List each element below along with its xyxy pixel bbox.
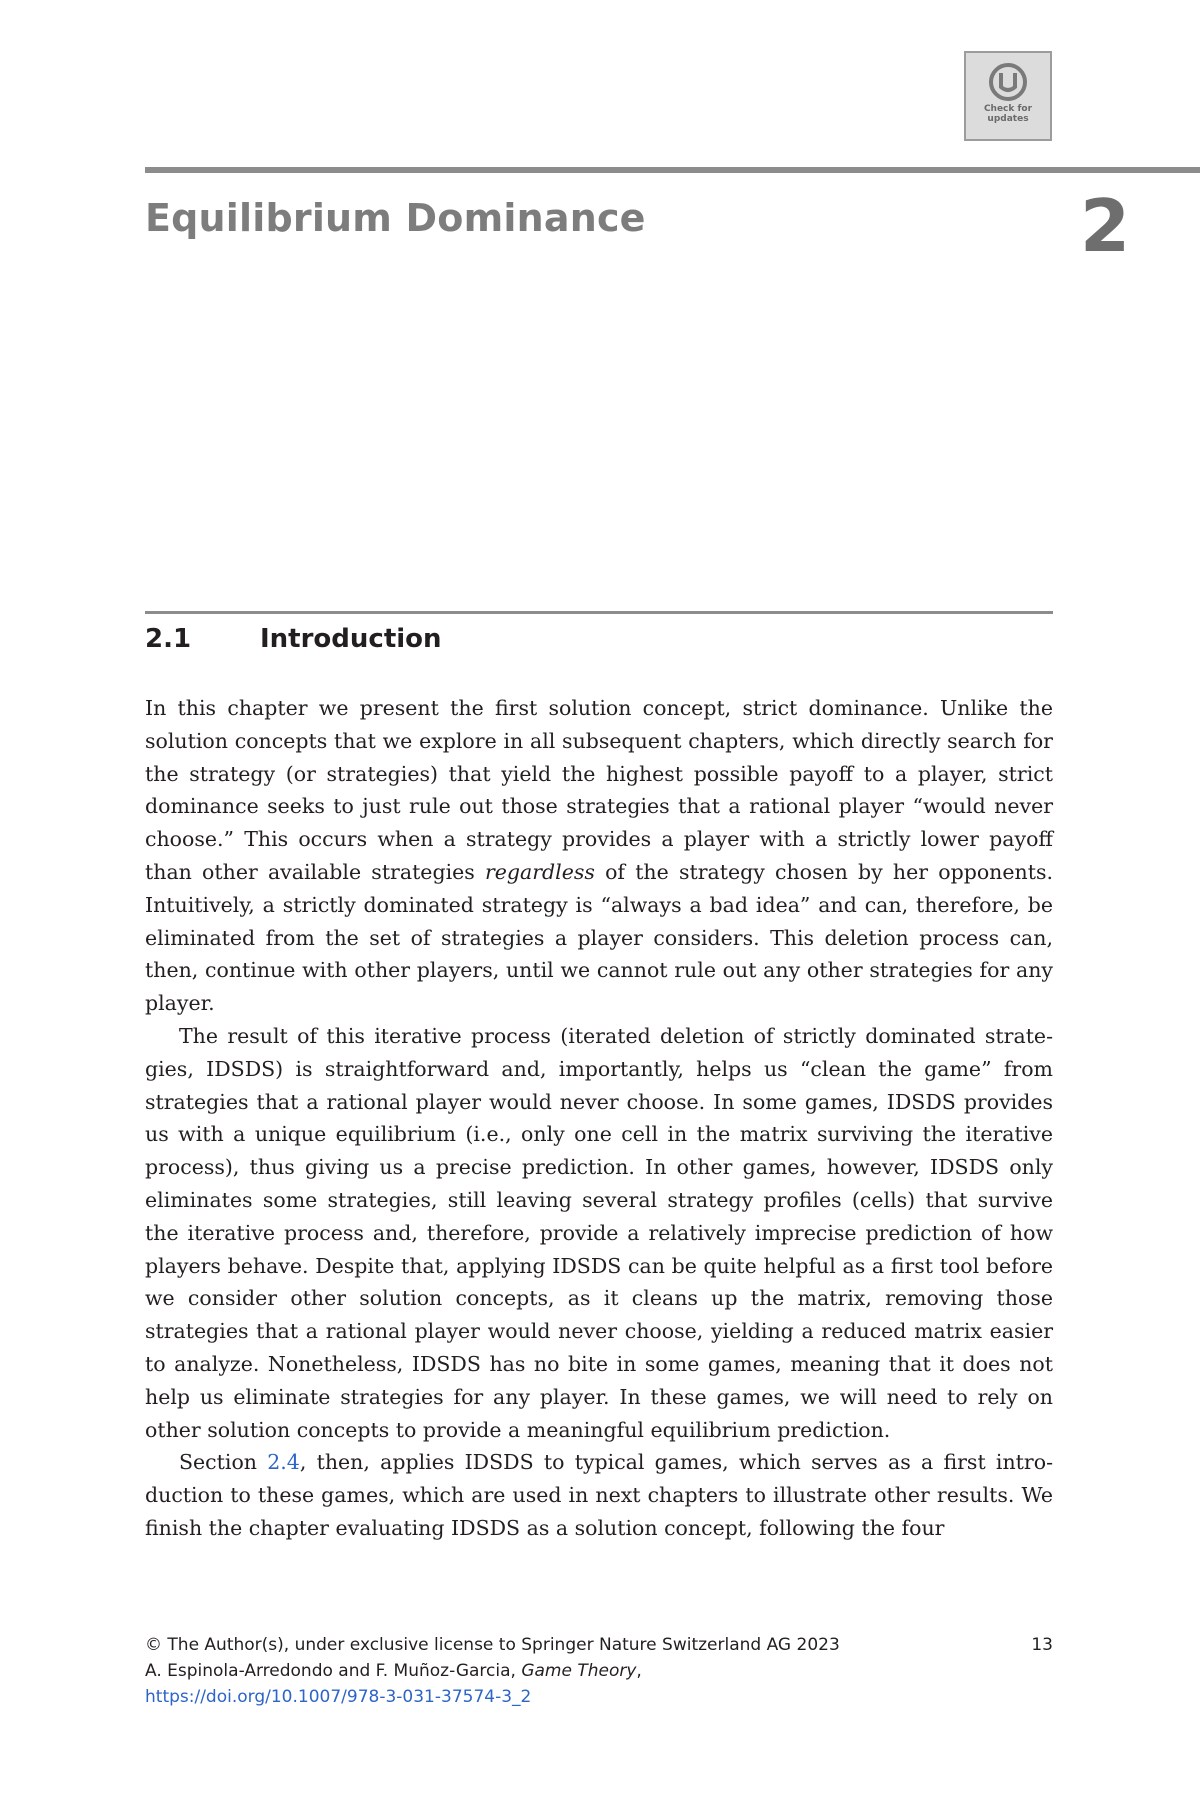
citation-line: A. Espinola-Arredondo and F. Muñoz-Garcia, Game Theory,: [145, 1661, 642, 1681]
check-for-updates-badge[interactable]: [964, 51, 1052, 141]
section-title: Introduction: [260, 624, 442, 654]
footer: [145, 1632, 1053, 1710]
section-number: 2.1: [145, 624, 192, 654]
paragraph-2: The result of this iterative process (iterated deletion of strictly dominated strategies, IDSDS) is straightforward and, importantly, helps us “clean the game” from strategies that a rational player would never choose. In some games, IDSDS provides us with a unique equilibrium (i.e., only one cell in the matrix surviving the iterative process), thus giving us a precise prediction. In other games, however, IDSDS only eliminates some strategies, still leaving several strategy profiles (cells) that survive the iterative process and, therefore, provide a relatively imprecise prediction of how players behave. Despite that, applying IDSDS can be quite helpful as a first tool before we consider other solution concepts, as it cleans up the matrix, removing those strategies that a rational player would never choose, yielding a reduced matrix easier to analyze. Nonetheless, IDSDS has no bite in some games, meaning that it does not help us eliminate strategies for any player. In these games, we will need to rely on other solution concepts to provide a meaningful equilibrium prediction.: [145, 1023, 1053, 1442]
chapter-number: 2: [1080, 184, 1131, 268]
license-line: © The Author(s), under exclusive license to Springer Nature Switzerland AG 2023: [145, 1635, 840, 1655]
section-heading: [145, 624, 442, 654]
badge-label: Check for updates: [983, 104, 1033, 124]
body-text: [145, 692, 1053, 1545]
book-title: Game Theory: [521, 1661, 637, 1681]
check-for-updates-icon: [988, 62, 1028, 102]
chapter-title: Equilibrium Dominance: [145, 196, 646, 240]
chapter-rule: [145, 167, 1200, 173]
paragraph-1: In this chapter we present the first solution concept, strict dominance. Unlike the solution concepts that we explore in all subsequent chapters, which directly search for the strategy (or strategies) that yield the highest possible payoff to a player, strict dominance seeks to just rule out those strategies that a rational player “would never choose.” This occurs when a strategy provides a player with a strictly lower payoff than other available strategies regardless of the strategy chosen by her opponents. Intuitively, a strictly dominated strategy is “always a bad idea” and can, therefore, be eliminated from the set of strategies a player considers. This deletion process can, then, continue with other players, until we cannot rule out any other strategies for any player.: [145, 696, 1053, 1016]
doi-link[interactable]: https://doi.org/10.1007/978-3-031-37574-3_2: [145, 1687, 532, 1707]
paragraph-3: Section 2.4, then, applies IDSDS to typical games, which serves as a first introduction to these games, which are used in next chapters to illustrate other results. We finish the chapter evaluating IDSDS as a solution concept, following the four: [145, 1450, 1053, 1540]
section-2-4-link[interactable]: 2.4: [267, 1450, 300, 1475]
section-rule: [145, 611, 1053, 614]
emphasis-regardless: regardless: [484, 859, 595, 884]
page-number: 13: [1031, 1635, 1053, 1655]
